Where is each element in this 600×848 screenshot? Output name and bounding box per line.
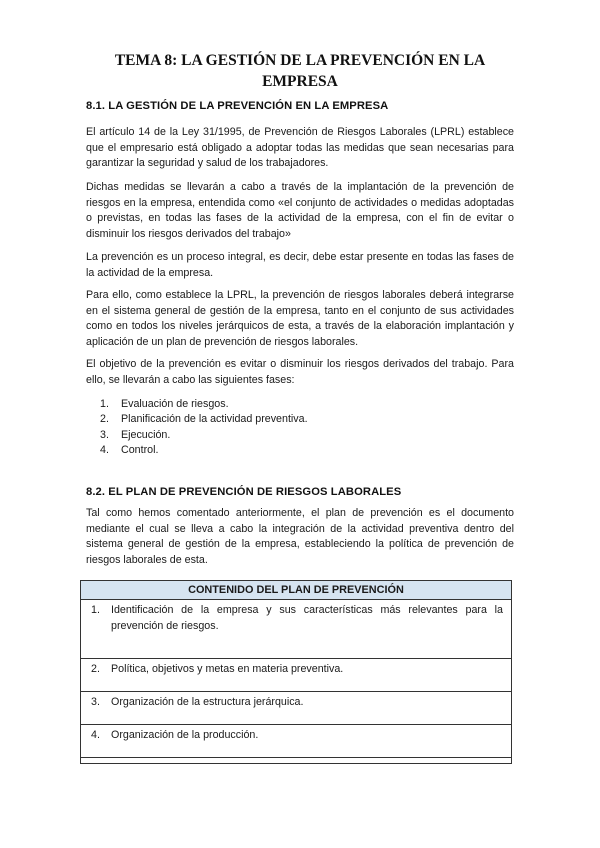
section-heading-8-1: 8.1. LA GESTIÓN DE LA PREVENCIÓN EN LA EMPRESA [86, 100, 389, 112]
page-title: TEMA 8: LA GESTIÓN DE LA PREVENCIÓN EN LA EMPRESA [114, 52, 486, 90]
plan-content-table [80, 580, 512, 764]
table-row: 3. Organización de la estructura jerárquica. [81, 692, 511, 725]
table-row: 1. Identificación de la empresa y sus características más relevantes para la prevención de riesgos. [81, 600, 511, 659]
paragraph: Tal como hemos comentado anteriormente, el plan de prevención es el documento mediante el cual se lleva a cabo la integración de la actividad preventiva dentro del sistema general de gestión de la empresa, estableciendo la política de prevención de riesgos laborales de esta. [86, 507, 514, 566]
paragraph: Para ello, como establece la LPRL, la prevención de riesgos laborales deberá integrarse en el sistema general de gestión de la empresa, tanto en el conjunto de sus actividades como en todos los niveles jerárquicos de esta, a través de la elaboración implantación y aplicación de un plan de prevención de riesgos laborales. [86, 289, 514, 348]
table-header: CONTENIDO DEL PLAN DE PREVENCIÓN [81, 581, 511, 600]
paragraph: La prevención es un proceso integral, es decir, debe estar presente en todas las fases de la actividad de la empresa. [86, 251, 514, 279]
list-item: 3. Ejecución. [100, 428, 171, 441]
list-item: 1. Evaluación de riesgos. [100, 398, 229, 410]
section-heading-8-2: 8.2. EL PLAN DE PREVENCIÓN DE RIESGOS LABORALES [86, 486, 402, 498]
table-row: 4. Organización de la producción. [81, 725, 511, 758]
phases-list [100, 397, 308, 458]
list-item: 4. Control. [100, 443, 159, 456]
list-item: 2. Planificación de la actividad preventiva. [100, 413, 308, 426]
paragraph: El objetivo de la prevención es evitar o disminuir los riesgos derivados del trabajo. Para ello, se llevarán a cabo las siguientes fases: [86, 358, 514, 386]
table-row-empty [81, 758, 511, 763]
table-row: 2. Política, objetivos y metas en materia preventiva. [81, 659, 511, 692]
paragraph: Dichas medidas se llevarán a cabo a través de la implantación de la prevención de riesgos en la empresa, entendida como «el conjunto de actividades o medidas adoptadas o previstas, en todas las fases de la actividad de la empresa, con el fin de evitar o disminuir los riesgos derivados del trabajo» [86, 181, 514, 240]
paragraph: El artículo 14 de la Ley 31/1995, de Prevención de Riesgos Laborales (LPRL) establece que el empresario está obligado a adoptar todas las medidas que sean necesarias para garantizar la seguridad y salud de los trabajadores. [86, 126, 514, 169]
